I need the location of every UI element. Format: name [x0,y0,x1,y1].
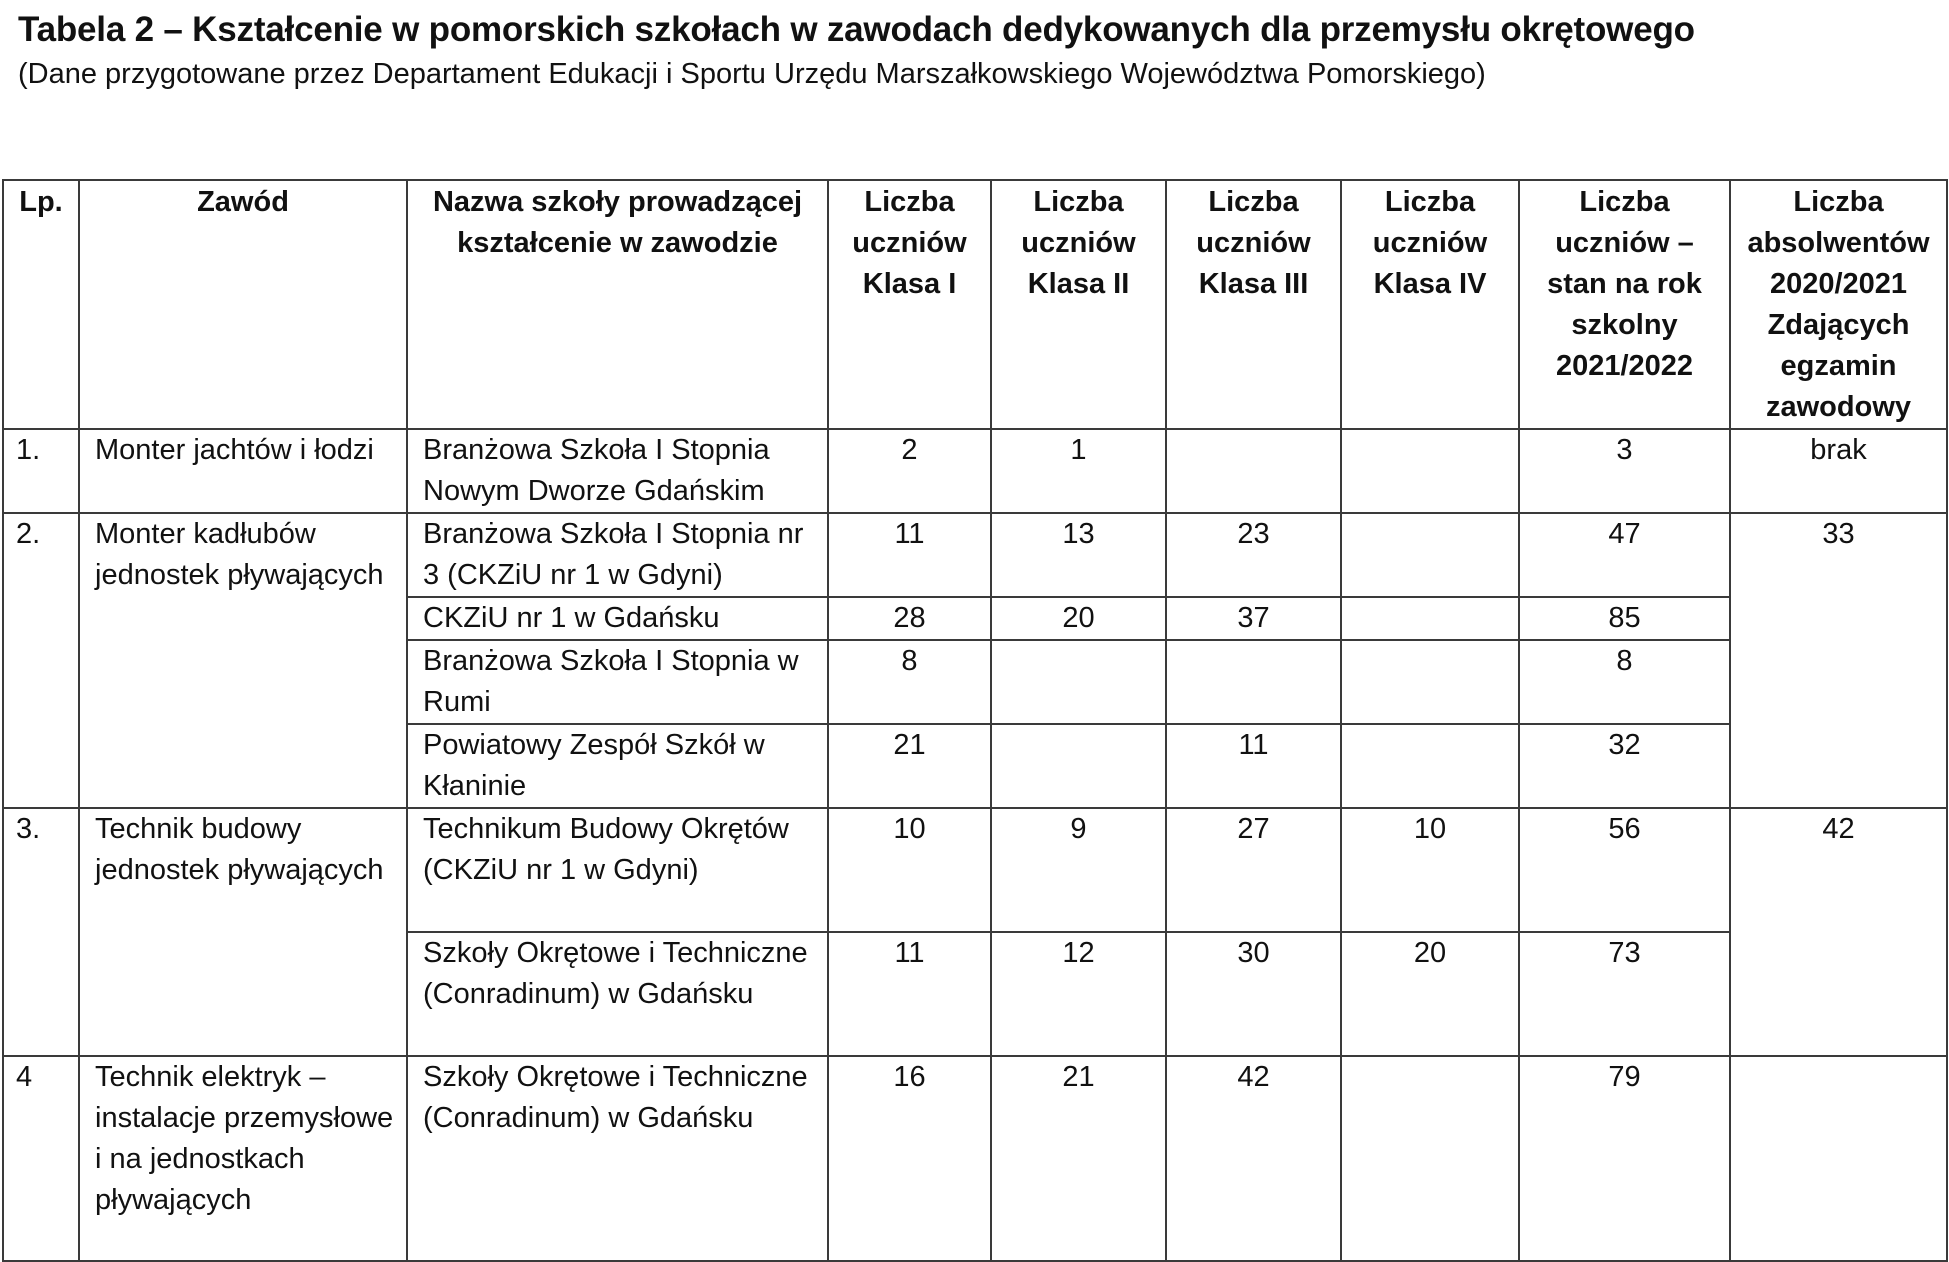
cell-klasa1: 8 [828,640,991,724]
cell-szkola: Technikum Budowy Okrętów (CKZiU nr 1 w Gdyni) [407,808,828,932]
table-row [3,429,1947,513]
cell-klasa2: 13 [991,513,1166,597]
cell-szkola: Branżowa Szkoła I Stopnia Nowym Dworze Gdańskim [407,429,828,513]
cell-klasa4 [1341,513,1519,597]
cell-klasa2: 9 [991,808,1166,932]
cell-klasa3 [1166,429,1341,513]
table-row [3,1056,1947,1261]
table-row [3,513,1947,597]
table-row [3,808,1947,932]
cell-klasa2 [991,724,1166,808]
cell-stan: 8 [1519,640,1730,724]
cell-zawod: Technik budowy jednostek pływających [79,808,407,1056]
cell-absolwenci: 33 [1730,513,1947,808]
table-header [3,180,1947,429]
cell-szkola: CKZiU nr 1 w Gdańsku [407,597,828,640]
cell-klasa4 [1341,429,1519,513]
cell-klasa1: 11 [828,513,991,597]
header-absolwenci: Liczba absolwentów 2020/2021 Zdających egzamin zawodowy [1730,180,1947,429]
cell-klasa2: 21 [991,1056,1166,1261]
cell-klasa4 [1341,1056,1519,1261]
cell-szkola: Powiatowy Zespół Szkół w Kłaninie [407,724,828,808]
header-klasa2: Liczba uczniów Klasa II [991,180,1166,429]
cell-klasa1: 2 [828,429,991,513]
cell-klasa2: 20 [991,597,1166,640]
education-table [2,179,1948,1262]
cell-klasa2 [991,640,1166,724]
cell-stan: 85 [1519,597,1730,640]
cell-klasa4: 10 [1341,808,1519,932]
cell-stan: 3 [1519,429,1730,513]
cell-szkola: Branżowa Szkoła I Stopnia w Rumi [407,640,828,724]
header-klasa1: Liczba uczniów Klasa I [828,180,991,429]
header-zawod: Zawód [79,180,407,429]
document-title: Tabela 2 – Kształcenie w pomorskich szkołach w zawodach dedykowanych dla przemysłu okrętowego [18,10,1695,49]
cell-szkola: Branżowa Szkoła I Stopnia nr 3 (CKZiU nr 1 w Gdyni) [407,513,828,597]
cell-zawod: Monter jachtów i łodzi [79,429,407,513]
cell-szkola: Szkoły Okrętowe i Techniczne (Conradinum) w Gdańsku [407,1056,828,1261]
cell-stan: 79 [1519,1056,1730,1261]
cell-szkola: Szkoły Okrętowe i Techniczne (Conradinum) w Gdańsku [407,932,828,1056]
cell-klasa3: 23 [1166,513,1341,597]
cell-lp: 3. [3,808,79,1056]
cell-klasa1: 16 [828,1056,991,1261]
cell-klasa3 [1166,640,1341,724]
header-szkola: Nazwa szkoły prowadzącej kształcenie w zawodzie [407,180,828,429]
cell-klasa3: 27 [1166,808,1341,932]
cell-klasa4 [1341,640,1519,724]
cell-klasa1: 10 [828,808,991,932]
cell-klasa3: 11 [1166,724,1341,808]
header-klasa4: Liczba uczniów Klasa IV [1341,180,1519,429]
cell-zawod: Technik elektryk – instalacje przemysłowe i na jednostkach pływających [79,1056,407,1261]
cell-lp: 2. [3,513,79,808]
cell-klasa1: 11 [828,932,991,1056]
cell-klasa4 [1341,597,1519,640]
cell-klasa1: 21 [828,724,991,808]
header-stan: Liczba uczniów – stan na rok szkolny 2021/2022 [1519,180,1730,429]
header-klasa3: Liczba uczniów Klasa III [1166,180,1341,429]
cell-klasa3: 42 [1166,1056,1341,1261]
cell-stan: 73 [1519,932,1730,1056]
cell-stan: 56 [1519,808,1730,932]
cell-lp: 4 [3,1056,79,1261]
cell-klasa3: 30 [1166,932,1341,1056]
cell-absolwenci: brak [1730,429,1947,513]
cell-absolwenci: 42 [1730,808,1947,1056]
header-row [3,180,1947,429]
cell-stan: 47 [1519,513,1730,597]
cell-lp: 1. [3,429,79,513]
cell-klasa4: 20 [1341,932,1519,1056]
cell-absolwenci [1730,1056,1947,1261]
header-lp: Lp. [3,180,79,429]
cell-klasa4 [1341,724,1519,808]
table-body [3,429,1947,1261]
cell-klasa3: 37 [1166,597,1341,640]
cell-stan: 32 [1519,724,1730,808]
cell-zawod: Monter kadłubów jednostek pływających [79,513,407,808]
cell-klasa2: 1 [991,429,1166,513]
document-subtitle: (Dane przygotowane przez Departament Edukacji i Sportu Urzędu Marszałkowskiego Województwa Pomorskiego) [18,58,1486,90]
cell-klasa2: 12 [991,932,1166,1056]
cell-klasa1: 28 [828,597,991,640]
